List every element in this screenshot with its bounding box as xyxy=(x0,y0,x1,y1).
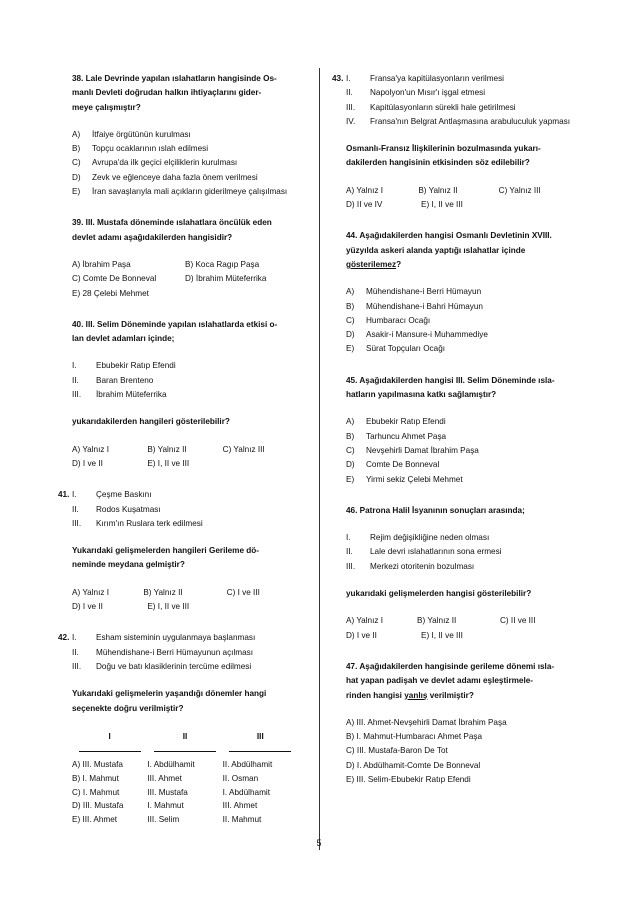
option-b[interactable]: B) I. Mahmut III. Ahmet II. Osman xyxy=(72,773,259,783)
option-c[interactable]: C) Comte De Bonneval xyxy=(72,274,157,284)
roman-item-3: III. Doğu ve batı klasiklerinin tercüme edilmesi xyxy=(72,661,252,671)
question-40-stem: 40. III. Selim Döneminde yapılan ıslahatlarda etkisi o- xyxy=(72,319,278,329)
option-e[interactable]: E) I, II ve III xyxy=(421,630,463,640)
question-40-prompt: yukarıdakilerden hangileri gösterilebilir? xyxy=(72,417,230,427)
roman-item-4: IV. Fransa'nın Belgrat Antlaşmasına arabuluculuk yapması xyxy=(346,116,570,126)
header-I: I xyxy=(72,729,147,759)
roman-item-1: I. Ebubekir Ratıp Efendi xyxy=(72,361,176,371)
option-a[interactable]: A) III. Ahmet-Nevşehirli Damat İbrahim Paşa xyxy=(346,717,507,727)
option-e[interactable]: E) I, II ve III xyxy=(147,458,190,468)
option-e[interactable]: E) I, II ve III xyxy=(147,602,190,612)
question-40: 40. III. Selim Döneminde yapılan ıslahatlarda etkisi o- lan devlet adamları içinde; I. Ebubekir Ratıp Efendi II. Baran Brenteno III. İbrahim Müteferrika yukarıdakilerden hangileri gösterilebilir? A) Yalnız I B) Yalnız II C) Yalnız III D) I ve II E) I, II ve III xyxy=(72,318,298,471)
page-number: 5 xyxy=(316,838,322,848)
option-b[interactable]: B) Yalnız II xyxy=(143,587,183,597)
roman-item-2: II. Mühendishane-i Berri Hümayunun açılması xyxy=(72,647,254,657)
roman-item-3: III. Merkezi otoritenin bozulması xyxy=(346,561,475,571)
option-a[interactable]: A) Mühendishane-i Berri Hümayun xyxy=(346,287,482,297)
question-45-stem: 45. Aşağıdakilerden hangisi III. Selim Döneminde ısla- xyxy=(346,375,555,385)
question-46-stem: 46. Patrona Halil İsyanının sonuçları arasında; xyxy=(346,505,525,515)
option-c[interactable]: C) I. Mahmut III. Mustafa I. Abdülhamit xyxy=(72,787,270,797)
option-b[interactable]: B) Topçu ocaklarının ıslah edilmesi xyxy=(72,144,209,154)
option-c[interactable]: C) Yalnız III xyxy=(498,185,541,195)
option-b[interactable]: B) Yalnız II xyxy=(418,185,458,195)
option-d[interactable]: D) I. Abdülhamit-Comte De Bonneval xyxy=(346,760,481,770)
question-47: 47. Aşağıdakilerden hangisinde gerileme dönemi ısla- hat yapan padişah ve devlet adamı eşleştirmele- rinden hangisi yanlış verilmiştir? A) III. Ahmet-Nevşehirli Damat İbrahim Paşa B) I. Mahmut-Humbaracı Ahmet Paşa C) III. Mustafa-Baron De Tot D) I. Abdülhamit-Comte De Bonneval E) III. Selim-Ebubekir Ratıp Efendi xyxy=(346,660,571,787)
header-III: III xyxy=(223,729,298,759)
roman-item-3: III. İbrahim Müteferrika xyxy=(72,390,167,400)
option-c[interactable]: C) II ve III xyxy=(500,616,536,626)
option-b[interactable]: B) Yalnız II xyxy=(147,444,187,454)
question-number: 43. xyxy=(332,74,344,83)
option-c[interactable]: C) I ve III xyxy=(226,587,260,597)
option-d[interactable]: D) Asakir-i Mansure-i Muhammediye xyxy=(346,330,488,340)
option-b[interactable]: B) Yalnız II xyxy=(417,616,457,626)
option-e[interactable]: E) III. Ahmet III. Selim II. Mahmut xyxy=(72,814,262,824)
roman-item-2: II. Napolyon'un Mısır'ı işgal etmesi xyxy=(346,88,486,98)
option-c[interactable]: C) III. Mustafa-Baron De Tot xyxy=(346,746,448,756)
roman-item-1: 41. I. Çeşme Baskını xyxy=(72,488,298,502)
question-47-stem: 47. Aşağıdakilerden hangisinde gerileme dönemi ısla- xyxy=(346,661,555,671)
question-number: 42. xyxy=(58,633,70,643)
question-number: 39. xyxy=(72,218,84,228)
option-a[interactable]: A) Yalnız I xyxy=(346,185,384,195)
roman-item-1: 42. I. Esham sisteminin uygulanmaya başlanması xyxy=(72,631,298,645)
option-d[interactable]: D) II ve IV xyxy=(346,200,383,210)
right-column xyxy=(332,72,571,804)
question-46 xyxy=(346,504,571,643)
option-e[interactable]: E) İran savaşlarıyla mali açıkların giderilmeye çalışılması xyxy=(72,187,288,197)
question-number: 41. xyxy=(58,490,70,500)
question-43: 43. I. Fransa'ya kapitülasyonların verilmesi II. Napolyon'un Mısır'ı işgal etmesi III. Kapitülasyonların sürekli hale getirilmesi IV. Fransa'nın Belgrat Antlaşmasına arabuluculuk yapması Osmanlı-Fransız İlişkilerinin bozulmasında yukarı- dakilerden hangisinin etkisinden söz edilebilir? A) Yalnız I B) Yalnız II C) Yalnız III D) II ve IV E) I, II ve III xyxy=(346,72,571,212)
option-d[interactable]: D) İbrahim Müteferrika xyxy=(185,274,267,284)
option-b[interactable]: B) I. Mahmut-Humbaracı Ahmet Paşa xyxy=(346,732,483,742)
matching-table xyxy=(72,729,298,827)
option-e[interactable]: E) Yirmi sekiz Çelebi Mehmet xyxy=(346,474,463,484)
question-38-stem: 38. Lale Devrinde yapılan ıslahatların hangisinde Os- xyxy=(72,74,277,83)
option-a[interactable]: A) Yalnız I xyxy=(346,616,384,626)
roman-item-2: II. Lale devri ıslahatlarının sona ermesi xyxy=(346,547,502,557)
left-column xyxy=(58,72,298,843)
option-c[interactable]: C) Nevşehirli Damat İbrahim Paşa xyxy=(346,445,479,455)
roman-item-1: 43. I. Fransa'ya kapitülasyonların verilmesi xyxy=(346,72,571,86)
roman-item-2: II. Baran Brenteno xyxy=(72,375,154,385)
option-c[interactable]: C) Yalnız III xyxy=(222,444,265,454)
option-d[interactable]: D) I ve II xyxy=(346,630,377,640)
option-d[interactable]: D) I ve II xyxy=(72,602,103,612)
question-44-stem: 44. Aşağıdakilerden hangisi Osmanlı Devletinin XVIII. xyxy=(346,231,552,241)
option-a[interactable]: A) Yalnız I xyxy=(72,587,110,597)
option-a[interactable]: A) İtfaiye örgütünün kurulması xyxy=(72,129,191,139)
question-38: 38. Lale Devrinde yapılan ıslahatların hangisinde Os- manlı Devleti doğrudan halkın ihtiyaçlarını gider- meye çalışmıştır? A) İtfaiye örgütünün kurulması B) Topçu ocaklarının ıslah edilmesi C) Avrupa'da ilk geçici elçiliklerin kurulması D) Zevk ve eğlenceye daha fazla önem verilmesi E) İran savaşlarıyla mali açıkların giderilmeye çalışılması xyxy=(72,72,298,199)
option-c[interactable]: C) Avrupa'da ilk geçici elçiliklerin kurulması xyxy=(72,158,238,168)
option-a[interactable]: A) İbrahim Paşa xyxy=(72,259,131,269)
option-b[interactable]: B) Mühendishane-i Bahri Hümayun xyxy=(346,301,483,311)
question-42: 42. I. Esham sisteminin uygulanmaya başlanması II. Mühendishane-i Berri Hümayunun açılması III. Doğu ve batı klasiklerinin tercüme edilmesi Yukarıdaki gelişmelerin yaşandığı dönemler hangi seçenekte doğru verilmiştir? I II III A) III. Mustafa I. Abdülhamit II. Abdülhamit B) I. Mahmut III. Ahmet II. Osman C) I. Mahmut III. Mustafa I. Abdülhamit D) III. Mustafa I. Mahmut III. Ahmet E) III. Ahmet III. Selim II. Mahmut xyxy=(72,631,298,826)
option-e[interactable]: E) I, II ve III xyxy=(421,200,463,210)
roman-item-3: III. Kapitülasyonların sürekli hale getirilmesi xyxy=(346,102,516,112)
option-d[interactable]: D) I ve II xyxy=(72,458,103,468)
option-e[interactable]: E) 28 Çelebi Mehmet xyxy=(72,288,149,298)
question-39-stem: 39. III. Mustafa döneminde ıslahatlara öncülük eden xyxy=(72,218,272,228)
question-41: 41. I. Çeşme Baskını II. Rodos Kuşatması III. Kırım'ın Ruslara terk edilmesi Yukarıdaki gelişmelerden hangileri Gerileme dö- neminde meydana gelmiştir? A) Yalnız I B) Yalnız II C) I ve III D) I ve II E) I, II ve III xyxy=(72,488,298,614)
option-d[interactable]: D) Comte De Bonneval xyxy=(346,460,440,470)
option-e[interactable]: E) III. Selim-Ebubekir Ratıp Efendi xyxy=(346,774,471,784)
option-c[interactable]: C) Humbaracı Ocağı xyxy=(346,315,431,325)
option-b[interactable]: B) Koca Ragıp Paşa xyxy=(185,259,260,269)
question-39: 39. III. Mustafa döneminde ıslahatlara öncülük eden devlet adamı aşağıdakilerden hangisidir? A) İbrahim Paşa B) Koca Ragıp Paşa C) Comte De Bonneval D) İbrahim Müteferrika E) 28 Çelebi Mehmet xyxy=(72,216,298,300)
roman-item-1: I. Rejim değişikliğine neden olması xyxy=(346,533,490,543)
column-divider xyxy=(319,68,320,850)
option-b[interactable]: B) Tarhuncu Ahmet Paşa xyxy=(346,431,447,441)
header-II: II xyxy=(147,729,222,759)
question-number: 47. xyxy=(346,661,358,671)
option-d[interactable]: D) III. Mustafa I. Mahmut III. Ahmet xyxy=(72,801,258,811)
question-46-prompt: yukarıdaki gelişmelerden hangisi gösterilebilir? xyxy=(346,589,532,599)
option-d[interactable]: D) Zevk ve eğlenceye daha fazla önem verilmesi xyxy=(72,172,258,182)
question-number: 46. xyxy=(346,505,358,515)
question-number: 45. xyxy=(346,375,358,385)
question-number: 44. xyxy=(346,231,358,241)
roman-item-3: III. Kırım'ın Ruslara terk edilmesi xyxy=(72,518,203,528)
roman-item-2: II. Rodos Kuşatması xyxy=(72,504,161,514)
option-a[interactable]: A) Ebubekir Ratıp Efendi xyxy=(346,417,446,427)
question-number: 38. xyxy=(72,74,84,83)
option-a[interactable]: A) Yalnız I xyxy=(72,444,110,454)
question-44: 44. Aşağıdakilerden hangisi Osmanlı Devletinin XVIII. yüzyılda askeri alanda yaptığı ıslahatlar içinde gösterilemez? A) Mühendishane-i Berri Hümayun B) Mühendishane-i Bahri Hümayun C) Humbaracı Ocağı D) Asakir-i Mansure-i Muhammediye E) Sürat Topçuları Ocağı xyxy=(346,229,571,356)
question-number: 40. xyxy=(72,319,84,329)
question-45: 45. Aşağıdakilerden hangisi III. Selim Döneminde ısla- hatların yapılmasına katkı sağlamıştır? A) Ebubekir Ratıp Efendi B) Tarhuncu Ahmet Paşa C) Nevşehirli Damat İbrahim Paşa D) Comte De Bonneval E) Yirmi sekiz Çelebi Mehmet xyxy=(346,374,571,487)
option-e[interactable]: E) Sürat Topçuları Ocağı xyxy=(346,344,446,354)
option-a[interactable]: A) III. Mustafa I. Abdülhamit II. Abdülhamit xyxy=(72,760,273,770)
